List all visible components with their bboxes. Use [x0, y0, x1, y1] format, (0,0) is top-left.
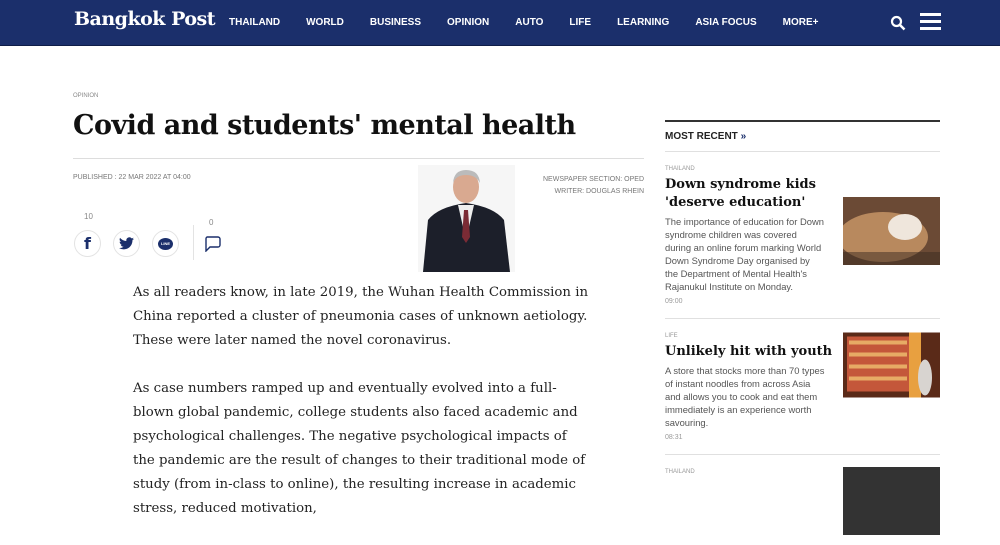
item-category[interactable]: THAILAND [665, 166, 695, 172]
item-category[interactable]: LIFE [665, 333, 678, 339]
article-meta [543, 174, 644, 198]
top-nav [0, 0, 1000, 46]
article-body [133, 281, 588, 545]
most-recent-heading[interactable] [665, 131, 940, 152]
twitter-share-button[interactable] [113, 230, 140, 257]
menu-icon[interactable] [920, 13, 941, 31]
most-recent-label: MOST RECENT [665, 131, 738, 142]
nav-opinion[interactable]: OPINION [447, 17, 490, 28]
newspaper-section: NEWSPAPER SECTION: OPED [543, 176, 644, 183]
share-divider [193, 225, 194, 260]
item-thumbnail[interactable] [843, 467, 940, 535]
list-item[interactable] [665, 319, 940, 455]
paragraph: As all readers know, in late 2019, the Wuhan Health Commission in China reported a cluster of pneumonia cases of unknown aetiology. These were later named the novel coronavirus. [133, 285, 589, 348]
nav-business[interactable]: BUSINESS [369, 17, 422, 28]
nav-learning[interactable]: LEARNING [617, 17, 670, 28]
item-title[interactable]: Unlikely hit with youth [665, 344, 833, 359]
article-category[interactable]: OPINION [73, 93, 99, 99]
nav-world[interactable]: WORLD [306, 17, 344, 28]
writer-photo [418, 165, 515, 272]
sidebar-rule [665, 120, 940, 122]
nav-life[interactable]: LIFE [569, 17, 592, 28]
nav-asia-focus[interactable]: ASIA FOCUS [695, 17, 757, 28]
item-thumbnail[interactable] [843, 331, 940, 399]
list-item[interactable] [665, 152, 940, 319]
divider [73, 158, 644, 159]
most-recent-sidebar [665, 120, 940, 488]
item-title[interactable]: Down syndrome kids 'deserve education' [665, 177, 816, 210]
item-time: 08:31 [665, 434, 683, 441]
item-desc: The importance of education for Down syndrome children was covered during an online forum marking World Down Syndrome Day organised by the Department of Mental Health's Rajanukul Institute on Monday. [665, 216, 824, 292]
share-count: 10 [84, 212, 93, 221]
nav-menu [229, 17, 844, 28]
nav-auto[interactable]: AUTO [515, 17, 544, 28]
item-desc: A store that stocks more than 70 types of instant noodles from across Asia and allows you to cook and eat them immediately is an experience worth savouring. [665, 365, 825, 428]
line-icon: LINE [158, 238, 173, 250]
published-date: PUBLISHED : 22 MAR 2022 AT 04:00 [73, 174, 191, 181]
writer: WRITER: DOUGLAS RHEIN [554, 188, 644, 195]
paragraph: As case numbers ramped up and eventually evolved into a full-blown global pandemic, college students also faced academic and psychological challenges. The negative psychological impacts of the pandemic are the result of changes to their traditional mode of study (from in-class to online), the resulting increase in academic stress, reduced motivation, [133, 381, 586, 516]
comment-count: 0 [209, 218, 214, 227]
nav-thailand[interactable]: THAILAND [229, 17, 281, 28]
nav-more[interactable]: MORE+ [782, 17, 819, 28]
double-chevron-icon: » [740, 131, 747, 142]
comment-icon[interactable] [204, 236, 221, 252]
item-category[interactable]: THAILAND [665, 469, 695, 475]
facebook-icon: f [84, 234, 91, 253]
facebook-share-button[interactable] [74, 230, 101, 257]
item-time: 09:00 [665, 298, 683, 305]
logo[interactable]: Bangkok Post [74, 8, 216, 30]
item-thumbnail[interactable] [843, 197, 940, 265]
article-title: Covid and students' mental health [73, 110, 576, 141]
line-share-button[interactable] [152, 230, 179, 257]
list-item[interactable] [665, 455, 940, 488]
twitter-icon [119, 237, 134, 250]
search-icon[interactable] [890, 15, 906, 31]
